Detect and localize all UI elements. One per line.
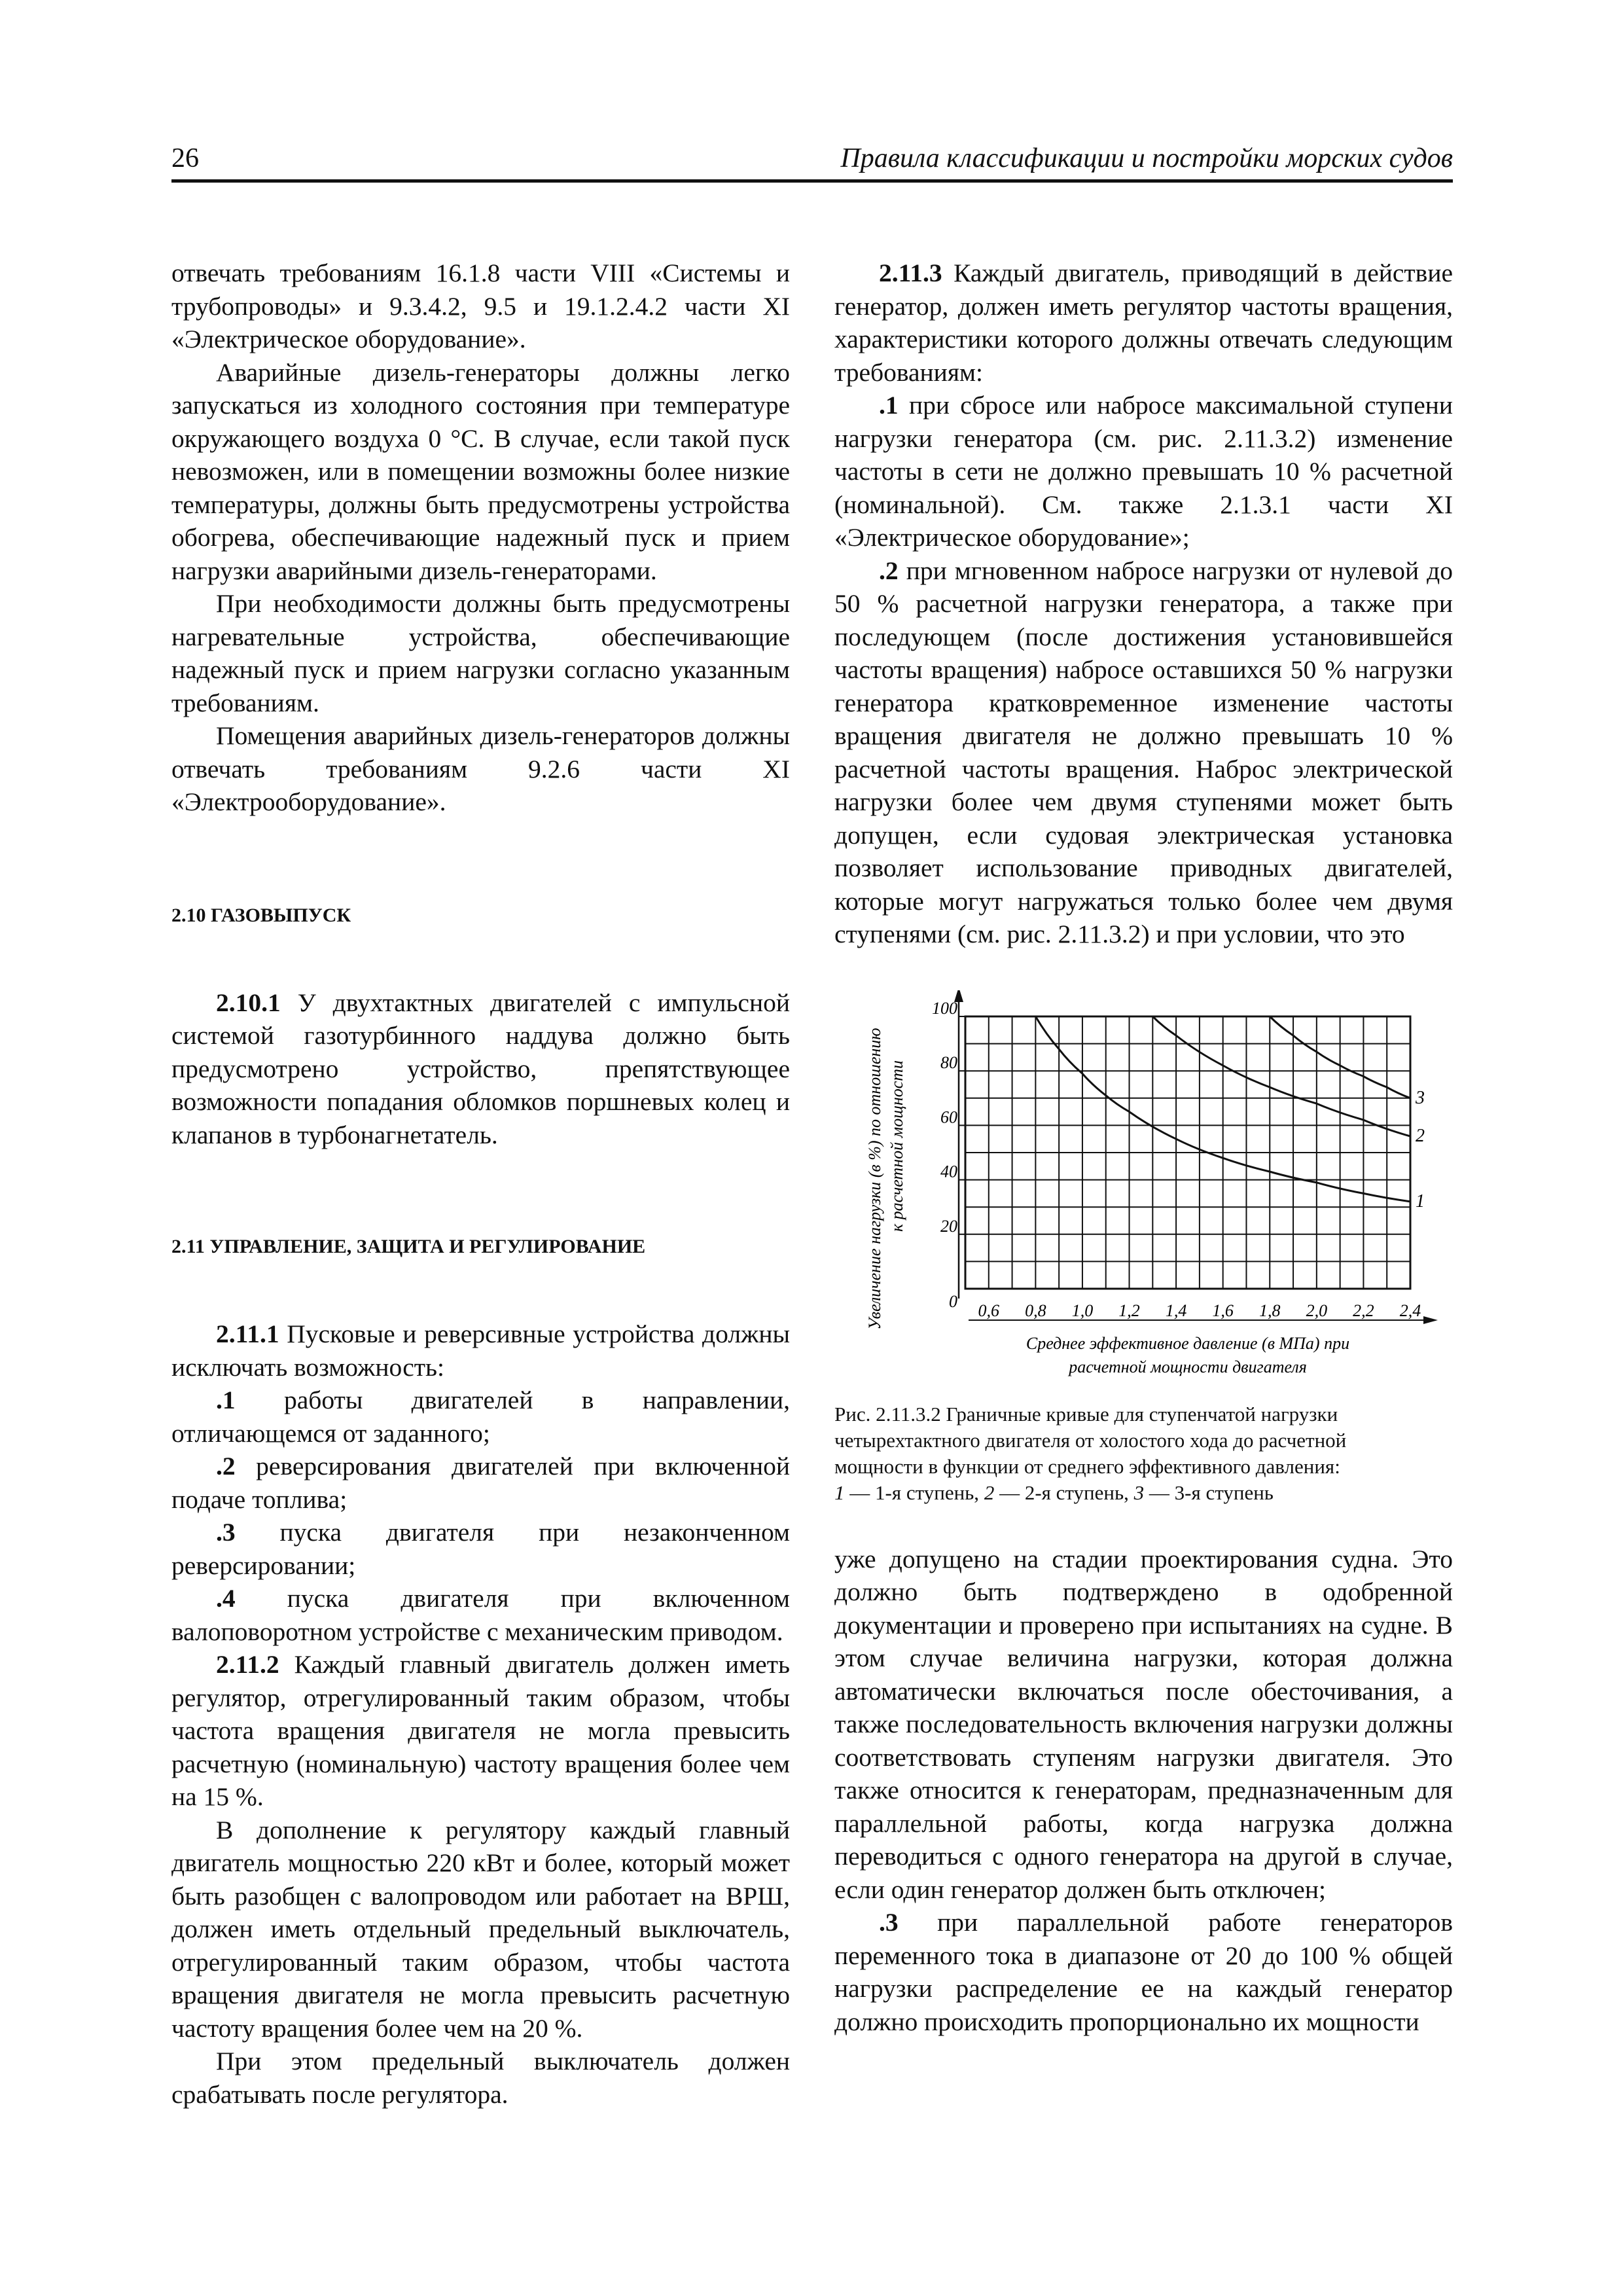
list-item: .3 при параллельной работе генераторов переменного тока в диапазоне от 20 до 100 % общей нагрузки распределение ее на каждый генератор должно происходить пропорционально их мощности <box>834 1908 1453 2036</box>
x-tick-label: 2,4 <box>1399 1300 1421 1320</box>
clause-number: 2.11.1 <box>216 1319 279 1348</box>
section-heading: 2.11 УПРАВЛЕНИЕ, ЗАЩИТА И РЕГУЛИРОВАНИЕ <box>171 1236 646 1257</box>
paragraph: При этом предельный выключатель должен срабатывать после регулятора. <box>171 2047 790 2109</box>
x-tick-label: 1,0 <box>1071 1300 1094 1320</box>
paragraph: Помещения аварийных дизель-генераторов должны отвечать требованиям 9.2.6 части XI «Электрооборудование». <box>171 721 790 816</box>
clause-number: 2.10.1 <box>216 988 281 1017</box>
y-axis-title: к расчетной мощности <box>887 1060 906 1232</box>
caption-line: мощности в функции от среднего эффективного давления: <box>834 1454 1340 1478</box>
caption-line: 1 — 1-я ступень, 2 — 2-я ступень, 3 — 3-я ступень <box>834 1480 1274 1504</box>
y-tick-label: 0 <box>949 1291 957 1311</box>
paragraph: отвечать требованиям 16.1.8 части VIII «Системы и трубопроводы» и 9.3.4.2, 9.5 и 19.1.2.4.2 части XI «Электрическое оборудование». <box>171 259 790 353</box>
page-header <box>171 140 1453 183</box>
caption-line: четырехтактного двигателя от холостого хода до расчетной <box>834 1428 1347 1452</box>
list-item: .1 при сбросе или набросе максимальной ступени нагрузки генератора (см. рис. 2.11.3.2) изменение частоты в сети не должно превышать 10 % расчетной (номинальной). См. также 2.1.3.1 части XI «Электрическое оборудование»; <box>834 391 1453 552</box>
curve-label-3: 3 <box>1416 1087 1425 1108</box>
x-axis-arrow <box>1423 1316 1438 1324</box>
page-number: 26 <box>171 143 199 173</box>
curve-series-2 <box>1152 1016 1410 1136</box>
x-axis-title: Среднее эффективное давление (в МПа) при <box>1026 1333 1350 1353</box>
figure-caption <box>834 1401 1453 1506</box>
x-axis-title: расчетной мощности двигателя <box>1069 1357 1307 1376</box>
curve-label-2: 2 <box>1416 1125 1425 1146</box>
paragraph: 2.11.3 Каждый двигатель, приводящий в действие генератор, должен иметь регулятор частоты вращения, характеристики которого должны отвечать следующим требованиям: <box>834 259 1453 387</box>
x-tick-label: 1,2 <box>1118 1300 1140 1320</box>
curve-label-1: 1 <box>1416 1191 1425 1211</box>
list-item: .4 пуска двигателя при включенном валоповоротном устройстве с механическим приводом. <box>171 1584 790 1646</box>
chart-svg <box>834 990 1453 1396</box>
paragraph: При необходимости должны быть предусмотрены нагревательные устройства, обеспечивающие надежный пуск и прием нагрузки согласно указанным требованиям. <box>171 589 790 717</box>
x-tick-label: 0,8 <box>1025 1300 1046 1320</box>
list-item: .3 пуска двигателя при незаконченном реверсировании; <box>171 1518 790 1580</box>
section-heading: 2.10 ГАЗОВЫПУСК <box>171 904 351 926</box>
clause-number: 2.11.2 <box>216 1650 279 1679</box>
paragraph: Аварийные дизель-генераторы должны легко запускаться из холодного состояния при температуре окружающего воздуха 0 °С. В случае, если такой пуск невозможен, или в помещении возможны более низкие температуры, должны быть предусмотрены устройства обогрева, обеспечивающие надежный пуск и прием нагрузки аварийными дизель-генераторами. <box>171 357 790 585</box>
caption-line: Рис. 2.11.3.2 Граничные кривые для ступенчатой нагрузки <box>834 1402 1338 1426</box>
y-tick-label: 60 <box>940 1107 957 1126</box>
right-column <box>834 257 1453 2038</box>
paragraph: В дополнение к регулятору каждый главный двигатель мощностью 220 кВт и более, который может быть разобщен с валопроводом или работает на ВРШ, должен иметь отдельный предельный выключатель, отрегулированный таким образом, чтобы частота вращения двигателя не могла превысить расчетную частоту вращения более чем на 20 %. <box>171 1815 790 2043</box>
figure-step-load-chart <box>834 990 1453 1511</box>
paragraph: 2.10.1 У двухтактных двигателей с импульсной системой газотурбинного наддува должно быть предусмотрено устройство, препятствующее возможности попадания обломков поршневых колец и клапанов в турбонагнетатель. <box>171 988 790 1149</box>
y-tick-label: 20 <box>940 1216 957 1236</box>
running-title: Правила классификации и постройки морских судов <box>840 143 1453 173</box>
paragraph: 2.11.1 Пусковые и реверсивные устройства должны исключать возможность: <box>171 1319 790 1382</box>
y-tick-label: 40 <box>940 1162 957 1181</box>
y-tick-label: 80 <box>940 1052 957 1072</box>
y-tick-label: 100 <box>932 998 957 1018</box>
paragraph: уже допущено на стадии проектирования судна. Это должно быть подтверждено в одобренной документации и проверено при испытаниях на судне. В этом случае величина нагрузки, которая должна автоматически включаться после обесточивания, а также последовательность включения нагрузки должны соответствовать ступеням нагрузки двигателя. Это также относится к генераторам, предназначенным для параллельной работы, когда нагрузка должна переводиться с одного генератора на другой в случае, если один генератор должен быть отключен; <box>834 1544 1453 1904</box>
list-item: .2 при мгновенном набросе нагрузки от нулевой до 50 % расчетной нагрузки генератора, а также при последующем (после достижения установившейся частоты вращения) набросе оставшихся 50 % нагрузки генератора кратковременное изменение частоты вращения двигателя не должно превышать 10 % расчетной частоты вращения. Наброс электрической нагрузки более чем двумя ступенями может быть допущен, если судовая электрическая установка позволяет использование приводных двигателей, которые могут нагружаться только более чем двумя ступенями (см. рис. 2.11.3.2) и при условии, что это <box>834 556 1453 948</box>
list-item: .2 реверсирования двигателей при включенной подаче топлива; <box>171 1452 790 1514</box>
y-axis-title: Увеличение нагрузки (в %) по отношению <box>865 1027 884 1330</box>
left-column <box>171 257 790 2111</box>
x-tick-label: 2,0 <box>1306 1300 1328 1320</box>
clause-number: 2.11.3 <box>879 259 942 287</box>
x-tick-label: 0,6 <box>978 1300 1000 1320</box>
paragraph: 2.11.2 Каждый главный двигатель должен иметь регулятор, отрегулированный таким образом, чтобы частота вращения двигателя не могла превысить расчетную (номинальную) частоту вращения более чем на 15 %. <box>171 1650 790 1811</box>
x-tick-label: 2,2 <box>1353 1300 1374 1320</box>
x-tick-label: 1,8 <box>1259 1300 1281 1320</box>
list-item: .1 работы двигателей в направлении, отличающемся от заданного; <box>171 1386 790 1448</box>
x-tick-label: 1,6 <box>1212 1300 1234 1320</box>
x-tick-label: 1,4 <box>1165 1300 1187 1320</box>
